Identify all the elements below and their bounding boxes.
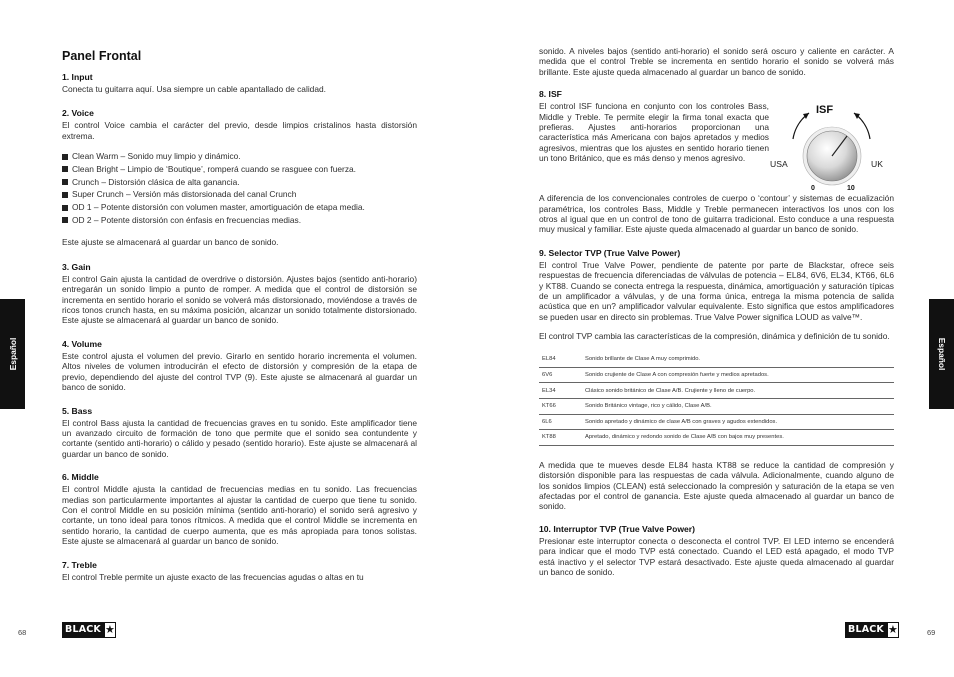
left-column bbox=[62, 46, 417, 582]
list-item: OD 2 – Potente distorsión con énfasis en frecuencias medias. bbox=[62, 214, 417, 227]
list-item: OD 1 – Potente distorsión con volumen master, amortiguación de etapa media. bbox=[62, 201, 417, 214]
isf-knob-title: ISF bbox=[816, 104, 834, 117]
star-icon: ★ bbox=[887, 622, 899, 638]
treble-continued-text: sonido. A niveles bajos (sentido anti-horario) el sonido será oscuro y caliente en carácter. A medida que el control Treble se incrementa en sentido horario el sonido se volverá más brillante. Este ajuste queda almacenado al guardar un banco de sonido. bbox=[539, 46, 894, 77]
tvp-valve-table bbox=[539, 352, 894, 446]
bullet-square-icon bbox=[62, 179, 68, 185]
description-cell: Sonido apretado y dinámico de clase A/B con graves y agudos extendidos. bbox=[585, 414, 894, 430]
logo-wordmark: BLACK bbox=[62, 622, 104, 638]
list-item: Clean Bright – Limpio de ‘Boutique’, romperá cuando se rasguee con fuerza. bbox=[62, 163, 417, 176]
description-cell: Sonido Británico vintage, rico y cálido, Clase A/B. bbox=[585, 398, 894, 414]
logo-wordmark: BLACK bbox=[845, 622, 887, 638]
table-row bbox=[539, 398, 894, 414]
valve-cell: EL34 bbox=[539, 383, 585, 399]
valve-cell: 6V6 bbox=[539, 367, 585, 383]
description-cell: Sonido brillante de Clase A muy comprimido. bbox=[585, 352, 894, 368]
bullet-square-icon bbox=[62, 192, 68, 198]
section-heading-input: 1. Input bbox=[62, 72, 93, 82]
brand-logo bbox=[62, 622, 115, 638]
table-row bbox=[539, 414, 894, 430]
list-item: Clean Warm – Sonido muy limpio y dinámico. bbox=[62, 150, 417, 163]
section-text-input: Conecta tu guitarra aquí. Usa siempre un cable apantallado de calidad. bbox=[62, 84, 326, 94]
description-cell: Sonido crujiente de Clase A con compresión fuerte y medios apretados. bbox=[585, 367, 894, 383]
language-tab bbox=[929, 299, 954, 409]
isf-usa-label: USA bbox=[770, 159, 788, 170]
isf-uk-label: UK bbox=[871, 159, 883, 170]
list-item: Super Crunch – Versión más distorsionada del canal Crunch bbox=[62, 188, 417, 201]
section-heading-bass: 5. Bass bbox=[62, 405, 93, 416]
isf-min-label: 0 bbox=[811, 185, 815, 192]
list-item: Crunch – Distorsión clásica de alta ganancia. bbox=[62, 176, 417, 189]
section-text-treble: El control Treble permite un ajuste exacto de las frecuencias agudas o altas en tu bbox=[62, 571, 364, 582]
section-text-tvp: El control True Valve Power, pendiente de patente por parte de Blackstar, ofrece seis respuestas de frecuencia diferenciadas de válvulas de potencia – EL84, 6V6, EL34, KT66, 6L6 y KT88. Cuando se conecta entrega la respuesta, dinámica, amortiguación y saturación típicas de un amplificador a válvulas, y de una forma única, entrega la misma potencia de salida acústica que en un? amplificador valvular equivalente. Esto significa que estos amplificadores se pueden usar en directo sin problemas. True Valve Power significa LOUD as valve™. bbox=[539, 259, 894, 322]
star-icon: ★ bbox=[104, 622, 116, 638]
page-number: 68 bbox=[18, 628, 27, 637]
bullet-square-icon bbox=[62, 166, 68, 172]
section-text-tvp-2: El control TVP cambia las características de la compresión, dinámica y definición de tu sonido. bbox=[539, 331, 890, 342]
language-tab-label: Español bbox=[936, 337, 947, 371]
section-heading-tvp-switch: 10. Interruptor TVP (True Valve Power) bbox=[539, 523, 696, 534]
table-row bbox=[539, 367, 894, 383]
valve-cell: KT88 bbox=[539, 430, 585, 446]
section-heading-voice: 2. Voice bbox=[62, 108, 94, 119]
right-column bbox=[539, 46, 894, 577]
section-text-isf: El control ISF funciona en conjunto con los controles Bass, Middle y Treble. Te permite elegir la firma tonal exacta que prefieras. Ajustes anti-horarios proporcionan una característica más Americana con bajos apretados y medios agresivos, mientras que los ajustes en sentido horario tienen un tono Británico, que es más denso y menos agresivo. bbox=[539, 101, 769, 164]
section-heading-volume: 4. Volume bbox=[62, 338, 102, 349]
section-heading-treble: 7. Treble bbox=[62, 559, 97, 570]
language-tab-label: Español bbox=[7, 337, 18, 371]
description-cell: Apretado, dinámico y redondo sonido de Clase A/B con bajos muy presentes. bbox=[585, 430, 894, 446]
table-row bbox=[539, 430, 894, 446]
section-heading-isf: 8. ISF bbox=[539, 89, 562, 100]
bullet-square-icon bbox=[62, 154, 68, 160]
isf-block bbox=[539, 101, 894, 192]
section-text-tvp-switch: Presionar este interruptor conecta o desconecta el control TVP. El LED interno se encenderá para indicar que el modo TVP está conectado. Cuando el LED está apagado, el modo TVP está inactivo y el selector TVP estará desactivado. Este ajuste queda almacenado al guardar un banco de sonido. bbox=[539, 535, 894, 577]
page-title: Panel Frontal bbox=[62, 49, 142, 63]
right-page bbox=[477, 0, 954, 677]
brand-logo bbox=[845, 622, 898, 638]
table-row bbox=[539, 383, 894, 399]
section-text-tvp-3: A medida que te mueves desde EL84 hasta KT88 se reduce la cantidad de compresión y distorsión disponible para las respuestas de cada válvula. Adicionalmente, cuando alguno de los sonidos limpios (CLEAN) está seleccionado la compresión y saturación de la etapa se ven afectadas por el control de ganancia. Este ajuste queda almacenado al guardar un banco de sonido. bbox=[539, 459, 894, 512]
table-row bbox=[539, 352, 894, 368]
section-text-volume: Este control ajusta el volumen del previo. Girarlo en sentido horario incrementa el volumen. Altos niveles de volumen introducirán el efecto de distorsión y compresión de la etapa de previo, dependiendo del ajuste del control TVP (9). Este ajuste se almacenará al guardar un banco de sonido. bbox=[62, 350, 417, 393]
section-heading-tvp: 9. Selector TVP (True Valve Power) bbox=[539, 247, 681, 258]
valve-cell: EL84 bbox=[539, 352, 585, 368]
voice-note: Este ajuste se almacenará al guardar un banco de sonido. bbox=[62, 237, 279, 248]
isf-max-label: 10 bbox=[847, 185, 855, 192]
section-text-isf-2: A diferencia de los convencionales controles de cuerpo o ‘contour’ y sistemas de ecualización paramétrica, los controles Bass, Middle y Treble permanecen interactivos los unos con los otros al igual que en un control de tono de guitarra tradicional. Esto conduce a una respuesta muy musical y familiar. Este ajuste queda almacenado al guardar un banco de sonido. bbox=[539, 193, 894, 235]
section-text-voice: El control Voice cambia el carácter del previo, desde limpios cristalinos hasta distorsión extrema. bbox=[62, 120, 417, 141]
description-cell: Clásico sonido británico de Clase A/B. Crujiente y lleno de cuerpo. bbox=[585, 383, 894, 399]
bullet-square-icon bbox=[62, 217, 68, 223]
section-text-middle: El control Middle ajusta la cantidad de frecuencias medias en tu sonido. Las frecuencias medias son particularmente importantes al ajustar la cantidad de cuerpo que tiene tu sonido. Con el control Middle en su posición mínima (sentido anti-horario) el sonido será agresivo y cortante, un tono ideal para tonos rítmicos. A medida que el control Middle se incrementa en sentido horario, la cantidad de cuerpo aumenta, que es más apropiada para tonos solistas. Este ajuste se almacenará al guardar un banco de sonido. bbox=[62, 484, 417, 547]
bullet-square-icon bbox=[62, 205, 68, 211]
section-heading-gain: 3. Gain bbox=[62, 261, 91, 272]
section-text-bass: El control Bass ajusta la cantidad de frecuencias graves en tu sonido. Este amplificador tiene un avanzado circuito de formación de tono que permite que el sonido sea contundente y cortante (sentido anti-horario) o cálido y pesado (sentido horario). Este ajuste se almacenará al guardar un banco de sonido. bbox=[62, 417, 417, 459]
language-tab bbox=[0, 299, 25, 409]
isf-knob-illustration bbox=[769, 99, 894, 191]
valve-cell: 6L6 bbox=[539, 414, 585, 430]
section-text-gain: El control Gain ajusta la cantidad de overdrive o distorsión. Ajustes bajos (sentido anti-horario) entregarán un sonido limpio a punto de romper. A medida que el control de distorsión se incrementa en sentido horario el sonido se volverá más distorsionado, moviéndose a través de ricos tonos crunch hasta, en su máxima posición, alcanzar un sonido totalmente distorsionado. Este ajuste se almacenará al guardar un banco de sonido. bbox=[62, 273, 417, 326]
voice-bullet-list bbox=[62, 150, 417, 226]
page-number: 69 bbox=[927, 628, 936, 637]
valve-cell: KT66 bbox=[539, 398, 585, 414]
section-heading-middle: 6. Middle bbox=[62, 472, 99, 483]
